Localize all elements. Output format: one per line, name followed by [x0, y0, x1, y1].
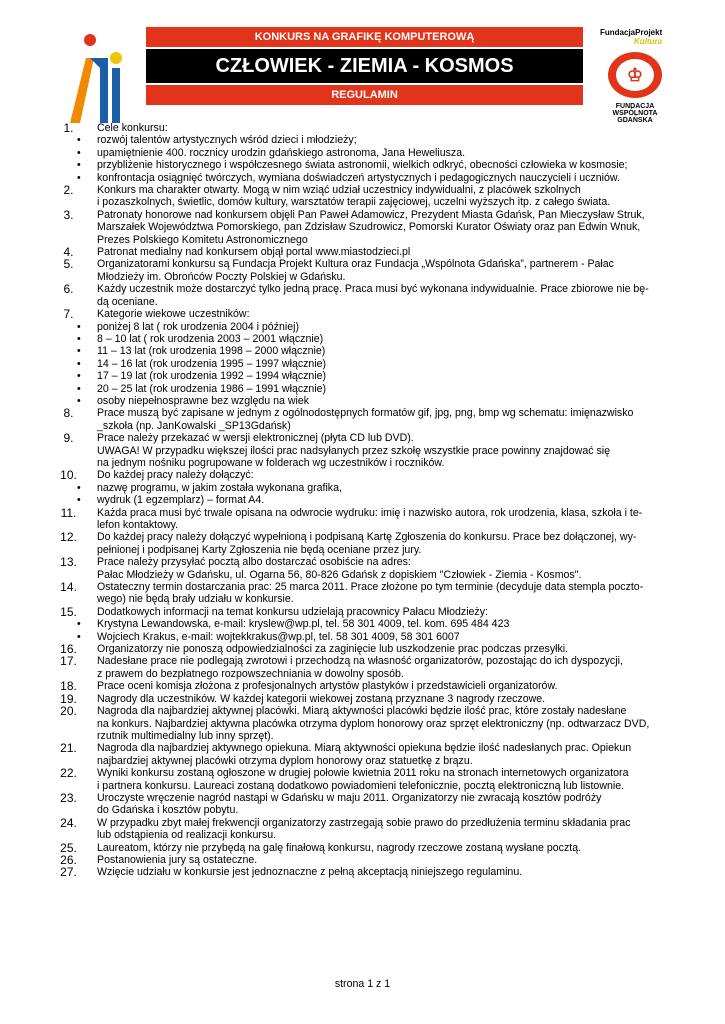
rule-number: 17. — [60, 654, 77, 669]
rule-number: 12. — [60, 530, 77, 545]
bullet-item: • rozwój talentów artystycznych wśród dzieci i młodzieży; — [77, 134, 670, 146]
rule-text — [97, 693, 670, 705]
rule-text — [97, 507, 670, 532]
bullet-item: • 11 – 13 lat (rok urodzenia 1998 – 2000 włącznie) — [77, 345, 670, 357]
rule-item — [40, 817, 670, 842]
page-number: strona 1 z 1 — [334, 978, 391, 990]
rule-number: 18. — [60, 679, 77, 694]
rule-line: najbardziej aktywnej placówki otrzyma dyplom honorowy oraz statuetkę z brązu. — [97, 754, 473, 767]
palace-logo — [60, 28, 140, 128]
rule-text — [97, 122, 670, 184]
rule-line: na jednym nośniku pogrupowane w folderach wg uczestników i roczników. — [97, 456, 445, 469]
rule-line: pełnionej i podpisanej Karty Zgłoszenia nie będą oceniane przez jury. — [97, 543, 422, 556]
rule-number: 5. — [63, 257, 74, 272]
rule-line: Prace należy przekazać w wersji elektronicznej (płyta CD lub DVD). — [97, 432, 414, 445]
bullet-item: • przybliżenie historycznego i współczesnego świata astronomii, wielkich odkryć, obecności człowieka w kosmosie; — [77, 159, 670, 171]
bullet-item: • konfrontacja osiągnięć twórczych, wymiana doświadczeń artystycznych i pedagogicznych nauczycieli i uczniów. — [77, 172, 670, 184]
rule-item — [40, 258, 670, 283]
rule-line: Prace należy przysyłać pocztą albo dostarczać osobiście na adres: — [97, 556, 411, 569]
rule-text — [97, 432, 670, 469]
bullet-item: • wydruk (1 egzemplarz) – format A4. — [77, 494, 670, 506]
projekt-kultura-logo-main: FundacjaProjekt — [600, 28, 663, 37]
foundation-logos — [600, 28, 670, 124]
rule-line: Organizatorzy nie ponoszą odpowiedzialności za zaginięcie lub uszkodzenie prac podczas przesyłki. — [97, 643, 569, 656]
bullet-list — [97, 321, 670, 408]
rule-number: 21. — [60, 741, 77, 756]
rule-item — [40, 531, 670, 556]
rule-text — [97, 531, 670, 556]
bullet-item: • nazwę programu, w jakim została wykonana grafika, — [77, 482, 670, 494]
rule-line: Uroczyste wręczenie nagród nastąpi w Gdańsku w maju 2011. Organizatorzy nie zwracają kosztów podróży — [97, 791, 602, 804]
rule-text — [97, 680, 670, 692]
rule-line: Nagroda dla najbardziej aktywnej placówki. Miarą aktywności placówki będzie ilość prac, które zostały nadesłane — [97, 705, 627, 718]
rule-item — [40, 767, 670, 792]
rule-item — [40, 246, 670, 258]
bullet-item: • 20 – 25 lat (rok urodzenia 1986 – 1991 włącznie) — [77, 383, 670, 395]
rule-item — [40, 842, 670, 854]
rule-text — [97, 792, 670, 817]
rule-line: Wzięcie udziału w konkursie jest jednoznaczne z pełną akceptacją niniejszego regulaminu. — [97, 866, 523, 879]
rule-text — [97, 742, 670, 767]
rule-line: Młodzieży im. Obrońców Poczty Polskiej w Gdańsku. — [97, 270, 346, 283]
svg-text:♔: ♔ — [626, 65, 644, 85]
bullet-item: • upamiętnienie 400. rocznicy urodzin gdańskiego astronoma, Jana Heweliusza. — [77, 147, 670, 159]
rule-text — [97, 705, 670, 742]
rule-heading: Do każdej pracy należy dołączyć: — [97, 469, 254, 482]
rule-number: 3. — [63, 207, 74, 222]
page-title: CZŁOWIEK - ZIEMIA - KOSMOS — [146, 49, 583, 83]
contest-type-band: KONKURS NA GRAFIKĘ KOMPUTEROWĄ — [146, 27, 583, 47]
rule-heading: Cele konkursu: — [97, 122, 168, 134]
rule-line: Nagrody dla uczestników. W każdej kategorii wiekowej zostaną przyznane 3 nagrody rzeczowe. — [97, 692, 546, 705]
rule-number: 22. — [60, 766, 77, 781]
rule-number: 27. — [60, 865, 77, 880]
rule-item — [40, 507, 670, 532]
rule-number: 11. — [60, 505, 77, 520]
rule-item — [40, 209, 670, 246]
bullet-item: • Wojciech Krakus, e-mail: wojtekkrakus@wp.pl, tel. 58 301 4009, 58 301 6007 — [77, 631, 670, 643]
projekt-kultura-logo — [600, 28, 670, 46]
rule-text — [97, 581, 670, 606]
rule-item — [40, 432, 670, 469]
rule-line: W przypadku zbyt małej frekwencji organizatorzy zastrzegają sobie prawo do przedłużenia terminu składania prac — [97, 816, 631, 829]
rule-text — [97, 209, 670, 246]
rule-number: 20. — [60, 704, 77, 719]
rule-number: 8. — [63, 406, 74, 421]
rule-text — [97, 407, 670, 432]
rule-line: Laureatom, którzy nie przybędą na galę finałową konkursu, nagrody rzeczowe zostaną wysłane pocztą. — [97, 841, 582, 854]
rule-item — [40, 655, 670, 680]
rule-text — [97, 184, 670, 209]
rule-number: 23. — [60, 790, 77, 805]
rule-item — [40, 606, 670, 643]
rule-item — [40, 469, 670, 506]
rule-item — [40, 854, 670, 866]
bullet-list — [97, 134, 670, 184]
document-type-band: REGULAMIN — [146, 85, 583, 105]
rule-line: Prace oceni komisja złożona z profesjonalnych artystów plastyków i przedstawicieli organizatorów. — [97, 680, 558, 693]
rule-line: Nadesłane prace nie podlegają zwrotowi i przechodzą na własność organizatorów, pozostając do ich dyspozycji, — [97, 655, 623, 668]
rule-text — [97, 246, 670, 258]
rule-line: i partnera konkursu. Laureaci zostaną dodatkowo powiadomieni telefonicznie, pocztą elektroniczną lub listownie. — [97, 779, 625, 792]
rule-text — [97, 258, 670, 283]
rule-line: Każda praca musi być trwale opisana na odwrocie wydruku: imię i nazwisko autora, rok urodzenia, klasa, szkoła i te- — [97, 506, 643, 519]
rule-line: Ostateczny termin dostarczania prac: 25 marca 2011. Prace złożone po tym terminie (decyduje data stempla poczto- — [97, 581, 644, 594]
rule-item — [40, 866, 670, 878]
rule-text — [97, 866, 670, 878]
rule-number: 25. — [60, 840, 77, 855]
rule-number: 7. — [63, 307, 74, 322]
rule-line: Każdy uczestnik może dostarczyć tylko jedną pracę. Praca musi być wykonana indywidualnie. Prace zbiorowe nie bę- — [97, 283, 649, 296]
rule-heading: Dodatkowych informacji na temat konkursu udzielają pracownicy Pałacu Młodzieży: — [97, 605, 488, 618]
rule-number: 16. — [60, 642, 77, 657]
rule-number: 19. — [60, 691, 77, 706]
rule-line: Pałac Młodzieży w Gdańsku, ul. Ogarna 56, 80-826 Gdańsk z dopiskiem "Człowiek - Ziemia - Kosmos". — [97, 568, 582, 581]
rule-item — [40, 407, 670, 432]
rule-item — [40, 184, 670, 209]
rule-line: na konkurs. Najbardziej aktywna placówka otrzyma dyplom honorowy oraz sprzęt elektroniczny (np. odtwarzacz DVD, — [97, 717, 650, 730]
rule-line: lub odstąpienia od realizacji konkursu. — [97, 829, 277, 842]
rule-text — [97, 308, 670, 407]
rule-number: 24. — [60, 815, 77, 830]
rule-item — [40, 308, 670, 407]
rule-number: 13. — [60, 555, 77, 570]
rule-item — [40, 705, 670, 742]
bullet-item: • osoby niepełnosprawne bez względu na wiek — [77, 395, 670, 407]
rule-text — [97, 283, 670, 308]
bullet-list — [97, 482, 670, 507]
rule-text — [97, 842, 670, 854]
rule-item — [40, 643, 670, 655]
rule-line: Postanowienia jury są ostateczne. — [97, 853, 258, 866]
rule-item — [40, 742, 670, 767]
rule-line: _szkoła (np. JanKowalski _SP13Gdańsk) — [97, 419, 291, 432]
rule-item — [40, 792, 670, 817]
rule-item — [40, 283, 670, 308]
rule-text — [97, 655, 670, 680]
rule-number: 2. — [63, 183, 74, 198]
rule-number: 26. — [60, 852, 77, 867]
rule-line: Patronat medialny nad konkursem objął portal www.miastodzieci.pl — [97, 246, 411, 259]
bullet-item: • 14 – 16 lat (rok urodzenia 1995 – 1997 włącznie) — [77, 358, 670, 370]
rule-line: z prawem do bezpłatnego rozpowszechniania w dowolny sposób. — [97, 667, 404, 680]
rule-line: i pozaszkolnych, świetlic, domów kultury, warsztatów terapii zajęciowej, uczelni wyższych itp. z całego świata. — [97, 196, 611, 209]
rule-number: 14. — [60, 580, 77, 595]
rule-line: Wyniki konkursu zostaną ogłoszone w drugiej połowie kwietnia 2011 roku na stronach internetowych organizatora — [97, 767, 629, 780]
rule-heading: Kategorie wiekowe uczestników: — [97, 308, 250, 321]
rule-item — [40, 581, 670, 606]
rule-item — [40, 556, 670, 581]
rule-text — [97, 817, 670, 842]
rule-line: Organizatorami konkursu są Fundacja Projekt Kultura oraz Fundacja „Wspólnota Gdańska”, partnerem - Pałac — [97, 258, 614, 271]
rule-item — [40, 680, 670, 692]
rule-number: 15. — [60, 604, 77, 619]
rule-line: wego) nie będą brały udziału w konkursie. — [97, 593, 294, 606]
rule-line: UWAGA! W przypadku większej ilości prac nadsyłanych przez szkołę wszystkie prace powinny znajdować się — [97, 444, 611, 457]
rule-item — [40, 693, 670, 705]
wspolnota-gdanska-emblem-icon — [606, 50, 664, 100]
bullet-item: • poniżej 8 lat ( rok urodzenia 2004 i później) — [77, 321, 670, 333]
projekt-kultura-logo-sub: Kultura — [634, 37, 662, 46]
wspolnota-gdanska-logo-text: FUNDACJA WSPÓLNOTA GDAŃSKA — [612, 103, 658, 124]
rule-number: 9. — [63, 431, 74, 446]
rules-list — [40, 122, 670, 879]
rule-text — [97, 643, 670, 655]
rule-text — [97, 469, 670, 506]
rule-line: dą oceniane. — [97, 295, 158, 308]
rule-text — [97, 556, 670, 581]
rule-number: 1. — [63, 121, 74, 135]
rule-line: Konkurs ma charakter otwarty. Mogą w nim wziąć udział uczestnicy indywidualni, z placówek szkolnych — [97, 184, 581, 197]
bullet-item: • 8 – 10 lat ( rok urodzenia 2003 – 2001 włącznie) — [77, 333, 670, 345]
bullet-item: • Krystyna Lewandowska, e-mail: kryslew@wp.pl, tel. 58 301 4009, tel. kom. 695 484 423 — [77, 618, 670, 630]
rule-text — [97, 767, 670, 792]
rule-line: lefon kontaktowy. — [97, 519, 179, 531]
bullet-item: • 17 – 19 lat (rok urodzenia 1992 – 1994 włącznie) — [77, 370, 670, 382]
rule-number: 6. — [63, 282, 74, 297]
rule-line: Prace muszą być zapisane w jednym z ogólnodostępnych formatów gif, jpg, png, bmp wg schematu: imięnazwisko — [97, 407, 634, 420]
rule-line: rzutnik multimedialny lub inny sprzęt). — [97, 729, 274, 742]
bullet-list — [97, 618, 670, 643]
rule-line: Do każdej pracy należy dołączyć wypełnioną i podpisaną Kartę Zgłoszenia do konkursu. Prace bez dołączonej, wy- — [97, 531, 637, 544]
rule-line: Nagroda dla najbardziej aktywnego opiekuna. Miarą aktywności opiekuna będzie ilość nadesłanych prac. Opiekun — [97, 742, 632, 755]
rule-line: do Gdańska i kosztów pobytu. — [97, 804, 239, 817]
rule-item — [40, 122, 670, 184]
rule-line: Patronaty honorowe nad konkursem objęli Pan Paweł Adamowicz, Prezydent Miasta Gdańsk, Pan Mieczysław Struk, — [97, 208, 645, 221]
rule-line: Prezes Polskiego Komitetu Astronomicznego — [97, 233, 308, 246]
rule-line: Marszałek Województwa Pomorskiego, pan Zdzisław Szudrowicz, Pomorski Kurator Oświaty oraz pan Edwin Wnuk, — [97, 221, 641, 234]
rule-text — [97, 606, 670, 643]
rule-number: 10. — [60, 468, 77, 483]
rule-number: 4. — [63, 245, 74, 260]
rule-text — [97, 854, 670, 866]
